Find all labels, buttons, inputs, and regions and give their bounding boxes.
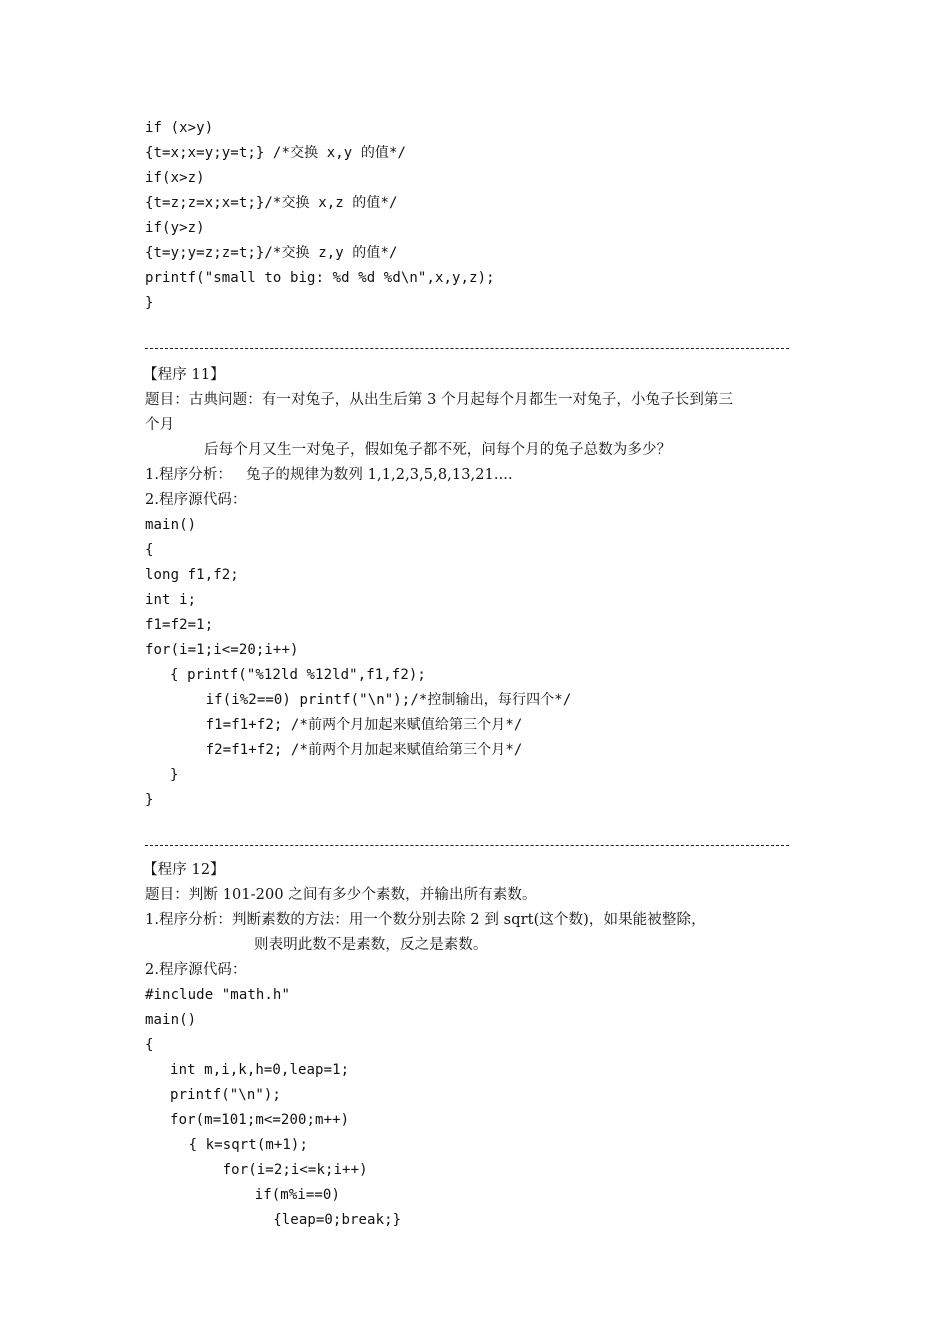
analysis-text: 1.程序分析：判断素数的方法：用一个数分别去除 2 到 sqrt(这个数)，如果能被整除，	[145, 912, 706, 928]
problem-text: 后每个月又生一对兔子，假如兔子都不死，问每个月的兔子总数为多少？	[204, 442, 672, 458]
source-label: 2.程序源代码：	[145, 492, 247, 508]
code-line: }	[153, 767, 179, 783]
code-line: if(i%2==0) printf("\n");/*控制输出，每行四个*/	[163, 692, 572, 708]
code-line: for(i=1;i<=20;i++)	[145, 642, 299, 658]
problem-text: 个月	[145, 417, 175, 433]
code-line: {	[145, 542, 154, 558]
code-line: main()	[145, 517, 197, 533]
code-line: for(i=2;i<=k;i++)	[180, 1162, 368, 1178]
code-line: }	[145, 295, 154, 311]
code-line: {t=y;y=z;z=t;}/*交换 z,y 的值*/	[145, 245, 398, 261]
program-heading: 【程序 12】	[143, 862, 225, 878]
analysis-text: 则表明此数不是素数，反之是素数。	[254, 937, 488, 953]
code-line: { k=sqrt(m+1);	[163, 1137, 308, 1153]
code-line: f2=f1+f2; /*前两个月加起来赋值给第三个月*/	[163, 742, 523, 758]
code-line: if(m%i==0)	[195, 1187, 340, 1203]
code-line: { printf("%12ld %12ld",f1,f2);	[153, 667, 426, 683]
problem-text: 题目：古典问题：有一对兔子，从出生后第 3 个月起每个月都生一对兔子，小兔子长到第三	[145, 392, 734, 408]
code-line: f1=f2=1;	[145, 617, 214, 633]
source-label: 2.程序源代码：	[145, 962, 247, 978]
code-line: int m,i,k,h=0,leap=1;	[153, 1062, 350, 1078]
code-line: int i;	[145, 592, 197, 608]
section-divider	[145, 348, 789, 349]
code-line: for(m=101;m<=200;m++)	[153, 1112, 350, 1128]
program-heading: 【程序 11】	[143, 367, 225, 383]
analysis-text: 1.程序分析： 兔子的规律为数列 1,1,2,3,5,8,13,21....	[145, 467, 513, 483]
code-line: if(x>z)	[145, 170, 205, 186]
section-divider	[145, 845, 789, 846]
code-line: {t=x;x=y;y=t;} /*交换 x,y 的值*/	[145, 145, 407, 161]
code-line: }	[145, 792, 154, 808]
code-line: {	[145, 1037, 154, 1053]
code-line: #include "math.h"	[145, 987, 290, 1003]
code-line: printf("small to big: %d %d %d\n",x,y,z);	[145, 270, 495, 286]
code-line: if(y>z)	[145, 220, 205, 236]
problem-text: 题目：判断 101-200 之间有多少个素数，并输出所有素数。	[145, 887, 537, 903]
code-line: long f1,f2;	[145, 567, 239, 583]
code-line: {leap=0;break;}	[205, 1212, 402, 1228]
code-line: if (x>y)	[145, 120, 214, 136]
code-line: printf("\n");	[153, 1087, 281, 1103]
code-line: f1=f1+f2; /*前两个月加起来赋值给第三个月*/	[163, 717, 523, 733]
code-line: {t=z;z=x;x=t;}/*交换 x,z 的值*/	[145, 195, 398, 211]
code-line: main()	[145, 1012, 197, 1028]
